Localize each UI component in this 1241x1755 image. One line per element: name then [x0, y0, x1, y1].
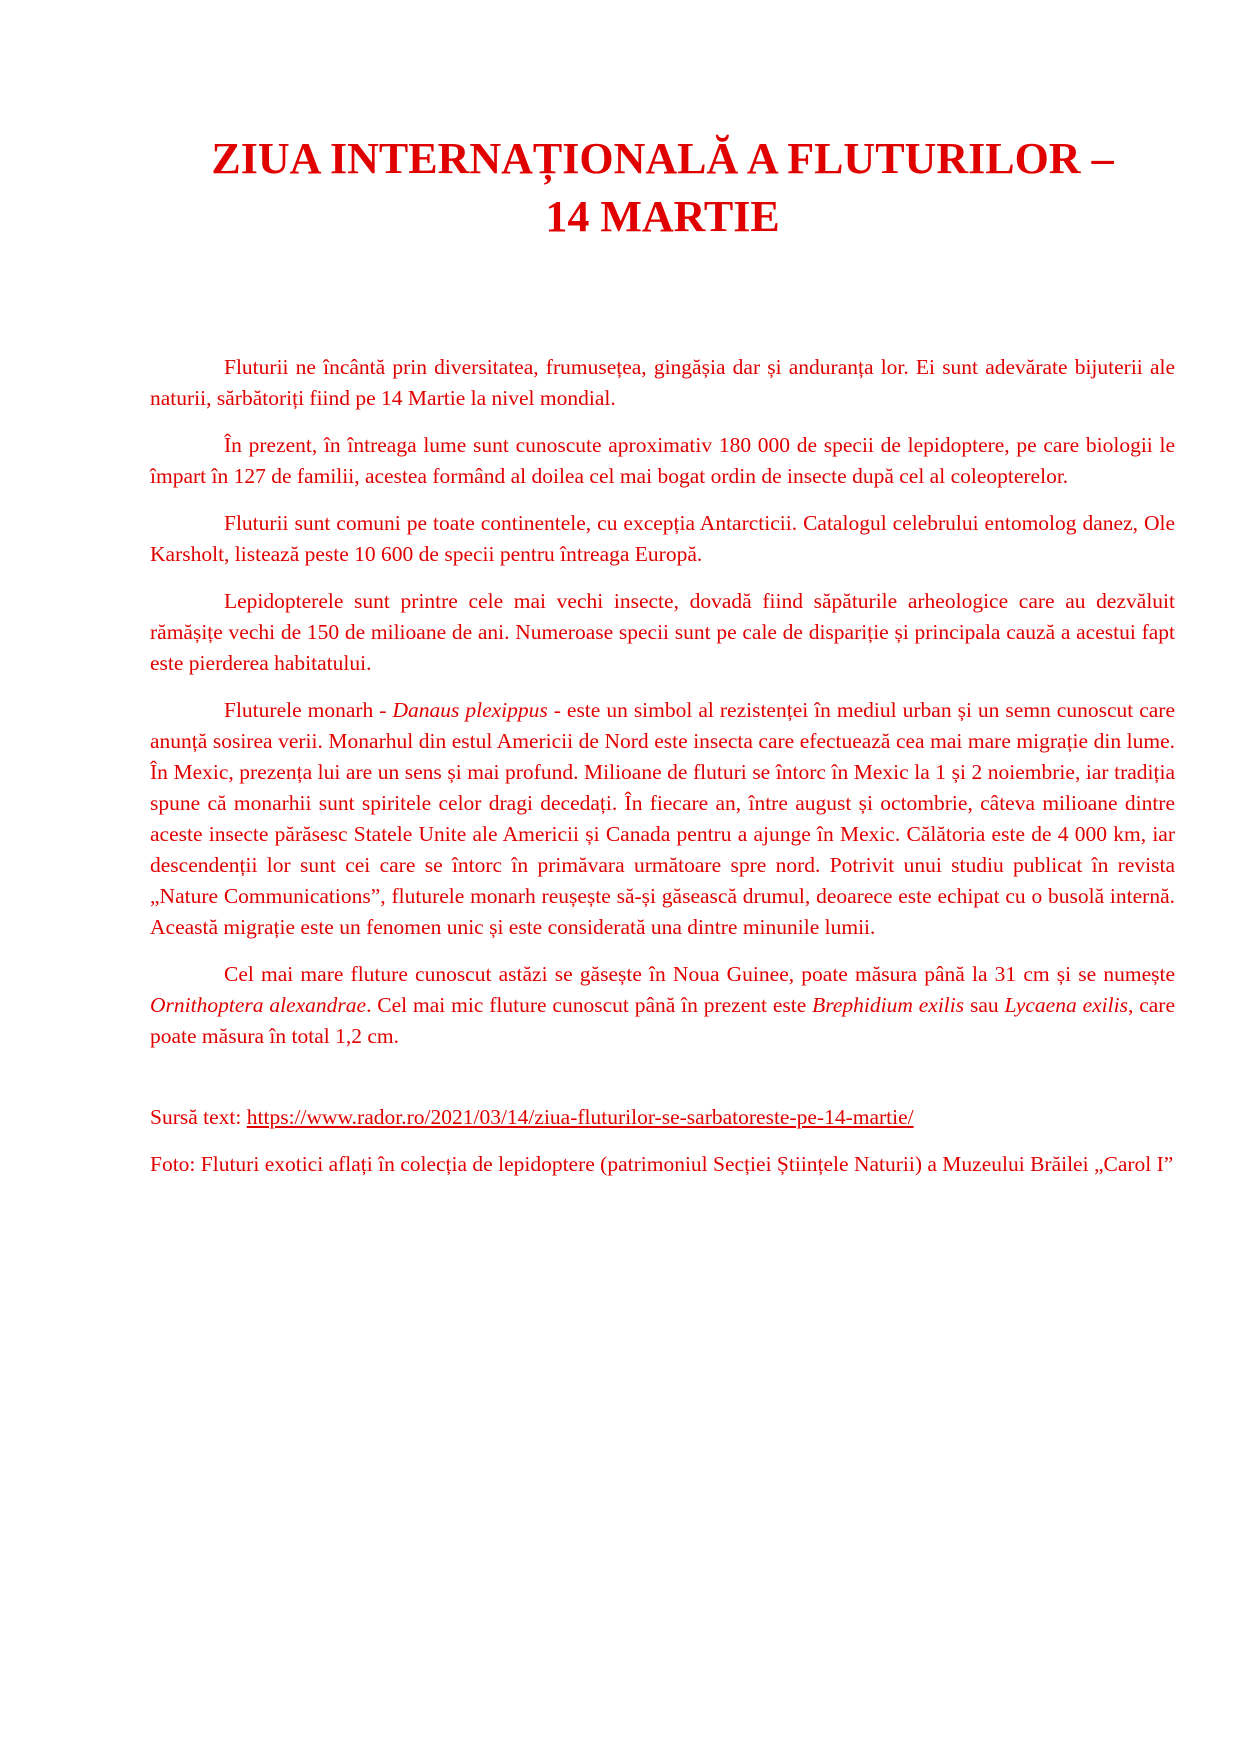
source-line — [150, 1102, 1175, 1133]
article-body — [150, 352, 1175, 1052]
paragraph-size-records — [150, 959, 1175, 1052]
paragraph-monarch — [150, 695, 1175, 943]
photo-caption: Foto: Fluturi exotici aflați în colecția de lepidoptere (patrimoniul Secției Științele Naturii) a Muzeului Brăilei „Carol I” — [150, 1152, 1174, 1176]
title-line-2: 14 MARTIE — [545, 192, 780, 241]
paragraph-intro: Fluturii ne încântă prin diversitatea, frumusețea, gingășia dar și anduranța lor. Ei sunt adevărate bijuterii ale naturii, sărbătoriți fiind pe 14 Martie la nivel mondial. — [150, 355, 1175, 410]
paragraph-size-text-a: Cel mai mare fluture cunoscut astăzi se găsește în Noua Guinee, poate măsura până la 31 cm și se numește — [224, 962, 1175, 986]
document-page — [150, 130, 1175, 1196]
document-title — [150, 130, 1175, 246]
title-line-1: ZIUA INTERNAȚIONALĂ A FLUTURILOR – — [211, 134, 1114, 183]
species-name-ornithoptera: Ornithoptera alexandrae — [150, 993, 367, 1017]
paragraph-size-text-c: sau — [964, 993, 1005, 1017]
paragraph-distribution: Fluturii sunt comuni pe toate continentele, cu excepția Antarcticii. Catalogul celebrului entomolog danez, Ole Karsholt, listează peste 10 600 de specii pentru întreaga Europă. — [150, 511, 1175, 566]
species-name-brephidium: Brephidium exilis — [812, 993, 965, 1017]
source-label: Sursă text: — [150, 1105, 247, 1129]
paragraph-species-count: În prezent, în întreaga lume sunt cunoscute aproximativ 180 000 de specii de lepidoptere, pe care biologii le împart în 127 de familii, acestea formând al doilea cel mai bogat ordin de insecte după cel al coleopterelor. — [150, 433, 1175, 488]
paragraph-monarch-text-b: - este un simbol al rezistenței în mediul urban și un semn cunoscut care anunță sosirea verii. Monarhul din estul Americii de Nord este insecta care efectuează cea mai mare migrație din lume. În Mexic, prezența lui are un sens și mai profund. Milioane de fluturi se întorc în Mexic la 1 și 2 noiembrie, iar tradiția spune că monarhii sunt spiritele celor dragi decedați. În fiecare an, între august și octombrie, câteva milioane dintre aceste insecte părăsesc Statele Unite ale Americii și Canada pentru a ajunge în Mexic. Călătoria este de 4 000 km, iar descendenții lor sunt cei care se întorc în primăvara următoare spre nord. Potrivit unui studiu publicat în revista „Nature Communications”, fluturele monarh reușește să-și găsească drumul, deoarece este echipat cu o busolă internă. Această migrație este un fenomen unic și este considerată una dintre minunile lumii. — [150, 698, 1175, 939]
paragraph-history: Lepidopterele sunt printre cele mai vechi insecte, dovadă fiind săpăturile arheologice care au dezvăluit rămășițe vechi de 150 de milioane de ani. Numeroase specii sunt pe cale de dispariție și principala cauză a acestui fapt este pierderea habitatului. — [150, 589, 1175, 675]
paragraph-monarch-text-a: Fluturele monarh - — [224, 698, 393, 722]
species-name-lycaena: Lycaena exilis — [1004, 993, 1128, 1017]
species-name-danaus: Danaus plexippus — [392, 698, 548, 722]
credits — [150, 1102, 1175, 1180]
paragraph-size-text-b: . Cel mai mic fluture cunoscut până în prezent este — [366, 993, 813, 1017]
source-link[interactable]: https://www.rador.ro/2021/03/14/ziua-fluturilor-se-sarbatoreste-pe-14-martie/ — [246, 1105, 914, 1129]
paragraph-size-text-d: , care poate măsura în total 1,2 cm. — [150, 993, 1175, 1048]
